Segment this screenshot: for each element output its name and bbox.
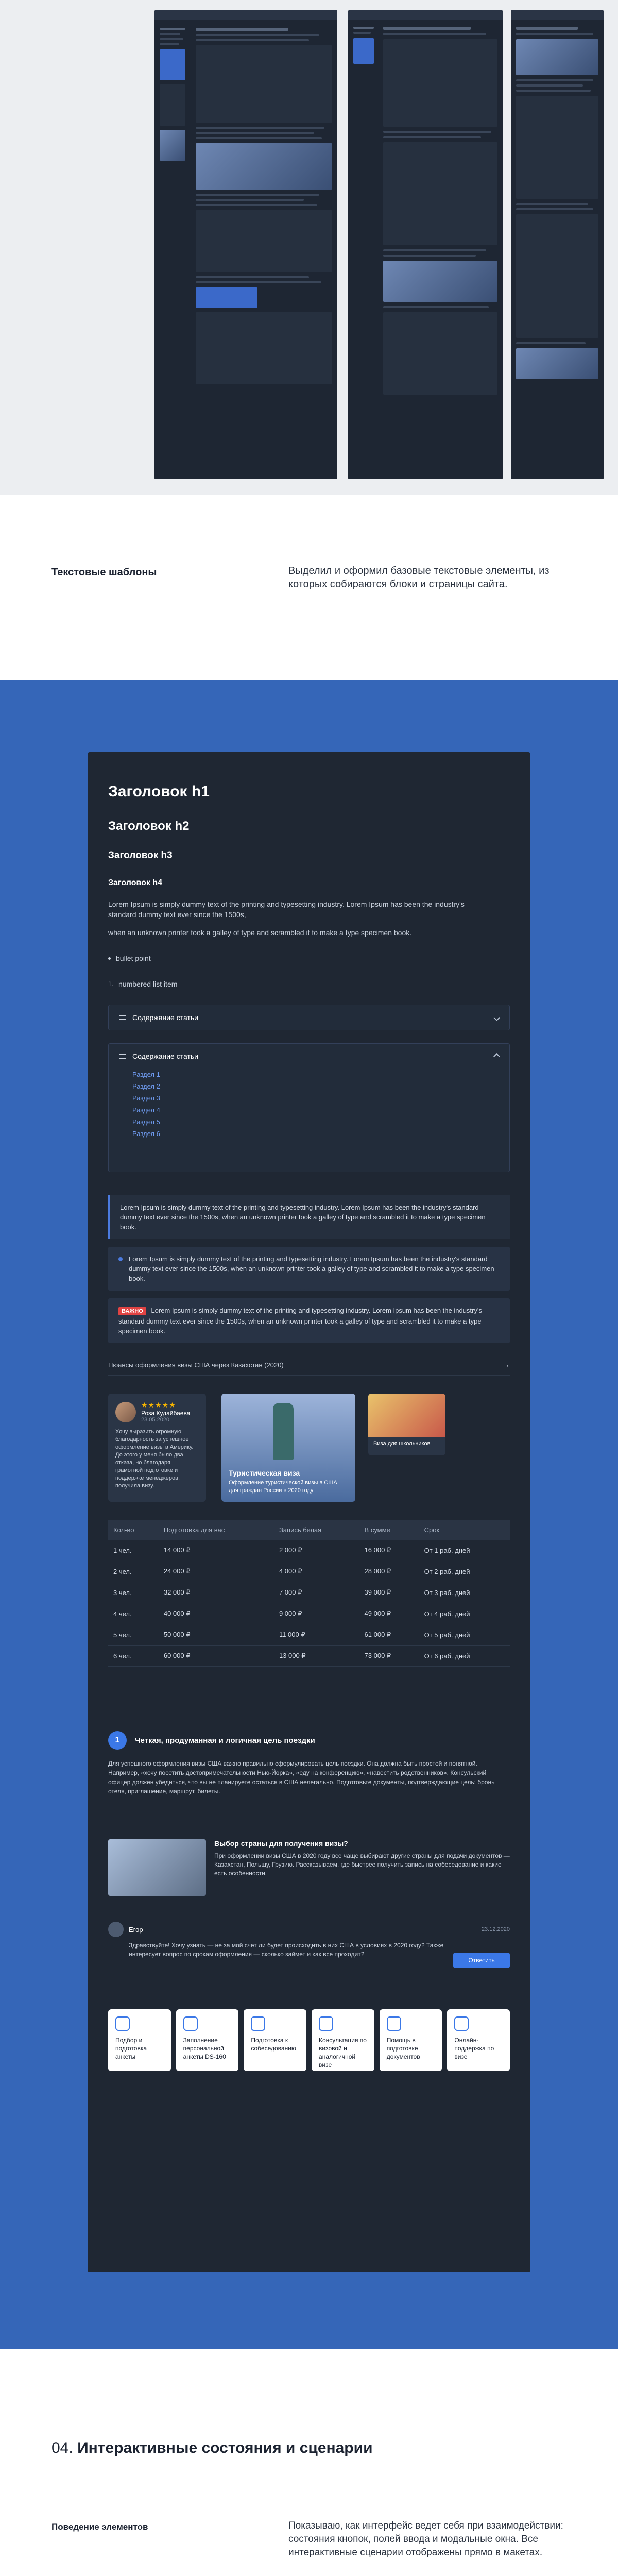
review-author: Роза Кудайбаева bbox=[141, 1410, 191, 1417]
heading-h2: Заголовок h2 bbox=[108, 819, 190, 833]
news-text: При оформлении визы США в 2020 году все чаще выбирают другие страны для подачи документов — Казахстан, Польшу, Грузию. Рассказываем, где быстрее получить запись на собеседование и какие есть особенности. bbox=[214, 1852, 510, 1877]
table-cell: 3 чел. bbox=[108, 1582, 159, 1603]
table-cell: От 1 раб. дней bbox=[419, 1540, 510, 1561]
quote-block: Lorem Ipsum is simply dummy text of the printing and typesetting industry. Lorem Ipsum has been the industry's standard dummy text ever since the 1500s, when an unknown printer took a galley of type and scrambled it to make a type specimen book. bbox=[108, 1195, 510, 1239]
school-visa-card[interactable] bbox=[368, 1394, 445, 1455]
table-cell: 1 чел. bbox=[108, 1540, 159, 1561]
toc-item[interactable]: Раздел 2 bbox=[132, 1082, 160, 1090]
table-cell: От 2 раб. дней bbox=[419, 1561, 510, 1582]
table-cell: 13 000 ₽ bbox=[274, 1646, 359, 1667]
toc-item[interactable]: Раздел 5 bbox=[132, 1118, 160, 1126]
table-cell: 39 000 ₽ bbox=[359, 1582, 419, 1603]
service-icon bbox=[183, 2016, 198, 2031]
table-cell: 4 чел. bbox=[108, 1603, 159, 1624]
table-cell: 5 чел. bbox=[108, 1624, 159, 1646]
service-icon bbox=[454, 2016, 469, 2031]
important-tag: ВАЖНО bbox=[118, 1307, 146, 1315]
service-label: Подбор и подготовка анкеты bbox=[115, 2037, 147, 2060]
behavior-description: Показываю, как интерфейс ведет себя при взаимодействии: состояния кнопок, полей ввода и модальные окна. Все интерактивные сценарии отображены прямо в макетах. bbox=[288, 2520, 563, 2558]
toc-item[interactable]: Раздел 4 bbox=[132, 1106, 160, 1114]
table-cell: От 5 раб. дней bbox=[419, 1624, 510, 1646]
table-row bbox=[108, 1561, 510, 1582]
reply-label: Ответить bbox=[468, 1957, 495, 1964]
table-cell: 9 000 ₽ bbox=[274, 1603, 359, 1624]
table-row bbox=[108, 1603, 510, 1624]
table-cell: От 6 раб. дней bbox=[419, 1646, 510, 1667]
overview-screen-third bbox=[511, 10, 604, 479]
quote-text: Lorem Ipsum is simply dummy text of the printing and typesetting industry. Lorem Ipsum has been the industry's standard dummy text ever since the 1500s, when an unknown printer took a galley of type and scrambled it to make a type specimen book. bbox=[118, 1307, 482, 1335]
bullet-item bbox=[108, 953, 151, 963]
tour-card-text: Оформление туристической визы в США для граждан России в 2020 году bbox=[229, 1480, 337, 1494]
tour-card-title: Туристическая виза bbox=[229, 1469, 300, 1477]
table-row bbox=[108, 1540, 510, 1561]
table-cell: 2 чел. bbox=[108, 1561, 159, 1582]
table-cell: От 4 раб. дней bbox=[419, 1603, 510, 1624]
service-card[interactable] bbox=[380, 2009, 442, 2071]
section-number: 04. bbox=[52, 2439, 73, 2456]
table-header-cell: В сумме bbox=[359, 1520, 419, 1540]
table-cell: 40 000 ₽ bbox=[159, 1603, 274, 1624]
toc-collapsed[interactable] bbox=[108, 1005, 510, 1030]
table-cell: 2 000 ₽ bbox=[274, 1540, 359, 1561]
review-text: Хочу выразить огромную благодарность за успешное оформление визы в Америку. До этого у меня было два отказа, но благодаря грамотной подготовке и поддержке менеджеров, получила визу. bbox=[115, 1429, 194, 1489]
service-label: Подготовка к собеседованию bbox=[251, 2037, 296, 2052]
rating-stars: ★★★★★ bbox=[141, 1401, 176, 1409]
review-card bbox=[108, 1394, 206, 1502]
table-header-cell: Кол-во bbox=[108, 1520, 159, 1540]
numbered-item bbox=[108, 979, 177, 989]
news-item[interactable] bbox=[108, 1839, 510, 1896]
service-card[interactable] bbox=[108, 2009, 171, 2071]
step-block bbox=[108, 1731, 510, 1796]
school-card-title: Виза для школьников bbox=[373, 1440, 431, 1447]
bullet-dot-icon bbox=[108, 957, 111, 960]
heading-h4: Заголовок h4 bbox=[108, 878, 162, 887]
table-header-cell: Подготовка для вас bbox=[159, 1520, 274, 1540]
table-cell: 32 000 ₽ bbox=[159, 1582, 274, 1603]
numbered-text: numbered list item bbox=[118, 980, 178, 988]
ui-kit-panel bbox=[88, 752, 530, 2272]
info-dot-icon bbox=[118, 1257, 123, 1261]
news-thumbnail bbox=[108, 1839, 206, 1896]
service-card[interactable] bbox=[312, 2009, 374, 2071]
toc-title: Содержание статьи bbox=[132, 1013, 198, 1022]
quote-block-dark bbox=[108, 1247, 510, 1291]
toc-item[interactable]: Раздел 3 bbox=[132, 1094, 160, 1102]
review-date: 23.05.2020 bbox=[141, 1417, 170, 1423]
table-row bbox=[108, 1582, 510, 1603]
table-cell: 16 000 ₽ bbox=[359, 1540, 419, 1561]
quote-block-important bbox=[108, 1298, 510, 1343]
table-row bbox=[108, 1624, 510, 1646]
children-image bbox=[368, 1394, 445, 1437]
service-icon bbox=[115, 2016, 130, 2031]
service-icon bbox=[251, 2016, 265, 2031]
number-marker: 1. bbox=[108, 980, 114, 988]
list-icon bbox=[119, 1015, 126, 1020]
service-card[interactable] bbox=[447, 2009, 510, 2071]
avatar bbox=[115, 1402, 136, 1422]
news-title: Выбор страны для получения визы? bbox=[214, 1839, 348, 1848]
reply-button[interactable] bbox=[453, 1953, 510, 1968]
table-cell: 28 000 ₽ bbox=[359, 1561, 419, 1582]
toc-title: Содержание статьи bbox=[132, 1052, 198, 1060]
comment-date: 23.12.2020 bbox=[481, 1926, 510, 1933]
step-number: 1 bbox=[108, 1731, 127, 1750]
overview-screen-second bbox=[348, 10, 503, 479]
services-row bbox=[108, 2009, 510, 2071]
heading-h1: Заголовок h1 bbox=[108, 783, 210, 800]
comment-text: Здравствуйте! Хочу узнать — не за мой счет ли будет происходить в них США в условиях в 2020 году? Также интересует вопрос по срокам оформления — сколько займет и как все проходит? bbox=[129, 1942, 444, 1958]
table-cell: 24 000 ₽ bbox=[159, 1561, 274, 1582]
statue-of-liberty-image bbox=[273, 1403, 294, 1460]
arrow-right-icon: → bbox=[502, 1361, 510, 1369]
bullet-text: bullet point bbox=[116, 954, 151, 962]
table-cell: 73 000 ₽ bbox=[359, 1646, 419, 1667]
service-label: Онлайн-поддержка по визе bbox=[454, 2037, 494, 2060]
avatar bbox=[108, 1922, 124, 1937]
table-header-cell: Срок bbox=[419, 1520, 510, 1540]
toc-item[interactable]: Раздел 6 bbox=[132, 1130, 160, 1138]
table-cell: 14 000 ₽ bbox=[159, 1540, 274, 1561]
table-cell: 11 000 ₽ bbox=[274, 1624, 359, 1646]
chevron-up-icon bbox=[493, 1053, 500, 1060]
table-cell: 49 000 ₽ bbox=[359, 1603, 419, 1624]
article-link-row[interactable] bbox=[108, 1355, 510, 1376]
table-cell: 7 000 ₽ bbox=[274, 1582, 359, 1603]
heading-h3: Заголовок h3 bbox=[108, 850, 173, 861]
paragraph: Lorem Ipsum is simply dummy text of the printing and typesetting industry. Lorem Ipsum has been the industry's standard dummy text ever since the 1500s, bbox=[108, 900, 465, 919]
service-label: Заполнение персональной анкеты DS-160 bbox=[183, 2037, 226, 2060]
table-row bbox=[108, 1646, 510, 1667]
service-icon bbox=[319, 2016, 333, 2031]
text-templates-label: Текстовые шаблоны bbox=[52, 567, 157, 578]
price-table bbox=[108, 1520, 510, 1667]
text-templates-description: Выделил и оформил базовые текстовые элементы, из которых собираются блоки и страницы сайта. bbox=[288, 565, 550, 590]
list-icon bbox=[119, 1054, 126, 1059]
step-title: Четкая, продуманная и логичная цель поездки bbox=[135, 1736, 315, 1745]
quote-text: Lorem Ipsum is simply dummy text of the printing and typesetting industry. Lorem Ipsum has been the industry's standard dummy text ever since the 1500s, when an unknown printer took a galley of type and scrambled it to make a type specimen book. bbox=[129, 1255, 494, 1282]
section-title: Интерактивные состояния и сценарии bbox=[77, 2439, 373, 2456]
table-cell: 60 000 ₽ bbox=[159, 1646, 274, 1667]
toc-item[interactable]: Раздел 1 bbox=[132, 1071, 160, 1078]
tour-visa-card[interactable] bbox=[221, 1394, 355, 1502]
chevron-down-icon bbox=[493, 1014, 500, 1021]
table-cell: От 3 раб. дней bbox=[419, 1582, 510, 1603]
overview-screen-main bbox=[154, 10, 337, 479]
table-cell: 50 000 ₽ bbox=[159, 1624, 274, 1646]
comment-author: Егор bbox=[129, 1925, 143, 1934]
step-text: Для успешного оформления визы США важно правильно сформулировать цель поездки. Она должна быть простой и понятной. Например, «хочу посетить достопримечательности Нью-Йорка», «еду на конференцию», «навестить родственников». Консульский офицер должен убедиться, что вы не планируете остаться в США нелегально. Подготовьте документы, подтверждающие цель: бронь отеля, приглашение, маршрут, билеты. bbox=[108, 1760, 495, 1795]
table-cell: 6 чел. bbox=[108, 1646, 159, 1667]
service-card[interactable] bbox=[244, 2009, 306, 2071]
paragraph-second: when an unknown printer took a galley of type and scrambled it to make a type specimen book. bbox=[108, 928, 412, 937]
table-header-cell: Запись белая bbox=[274, 1520, 359, 1540]
service-label: Помощь в подготовке документов bbox=[386, 2037, 420, 2060]
service-card[interactable] bbox=[176, 2009, 239, 2071]
comment bbox=[108, 1922, 510, 1964]
toc-list bbox=[119, 1069, 499, 1140]
section-heading bbox=[52, 2439, 373, 2457]
behavior-label: Поведение элементов bbox=[52, 2522, 148, 2532]
service-label: Консультация по визовой и аналогичной визе bbox=[319, 2037, 367, 2069]
table-cell: 61 000 ₽ bbox=[359, 1624, 419, 1646]
article-link-text: Нюансы оформления визы США через Казахстан (2020) bbox=[108, 1361, 284, 1369]
table-cell: 4 000 ₽ bbox=[274, 1561, 359, 1582]
toc-expanded[interactable] bbox=[108, 1043, 510, 1172]
service-icon bbox=[387, 2016, 401, 2031]
